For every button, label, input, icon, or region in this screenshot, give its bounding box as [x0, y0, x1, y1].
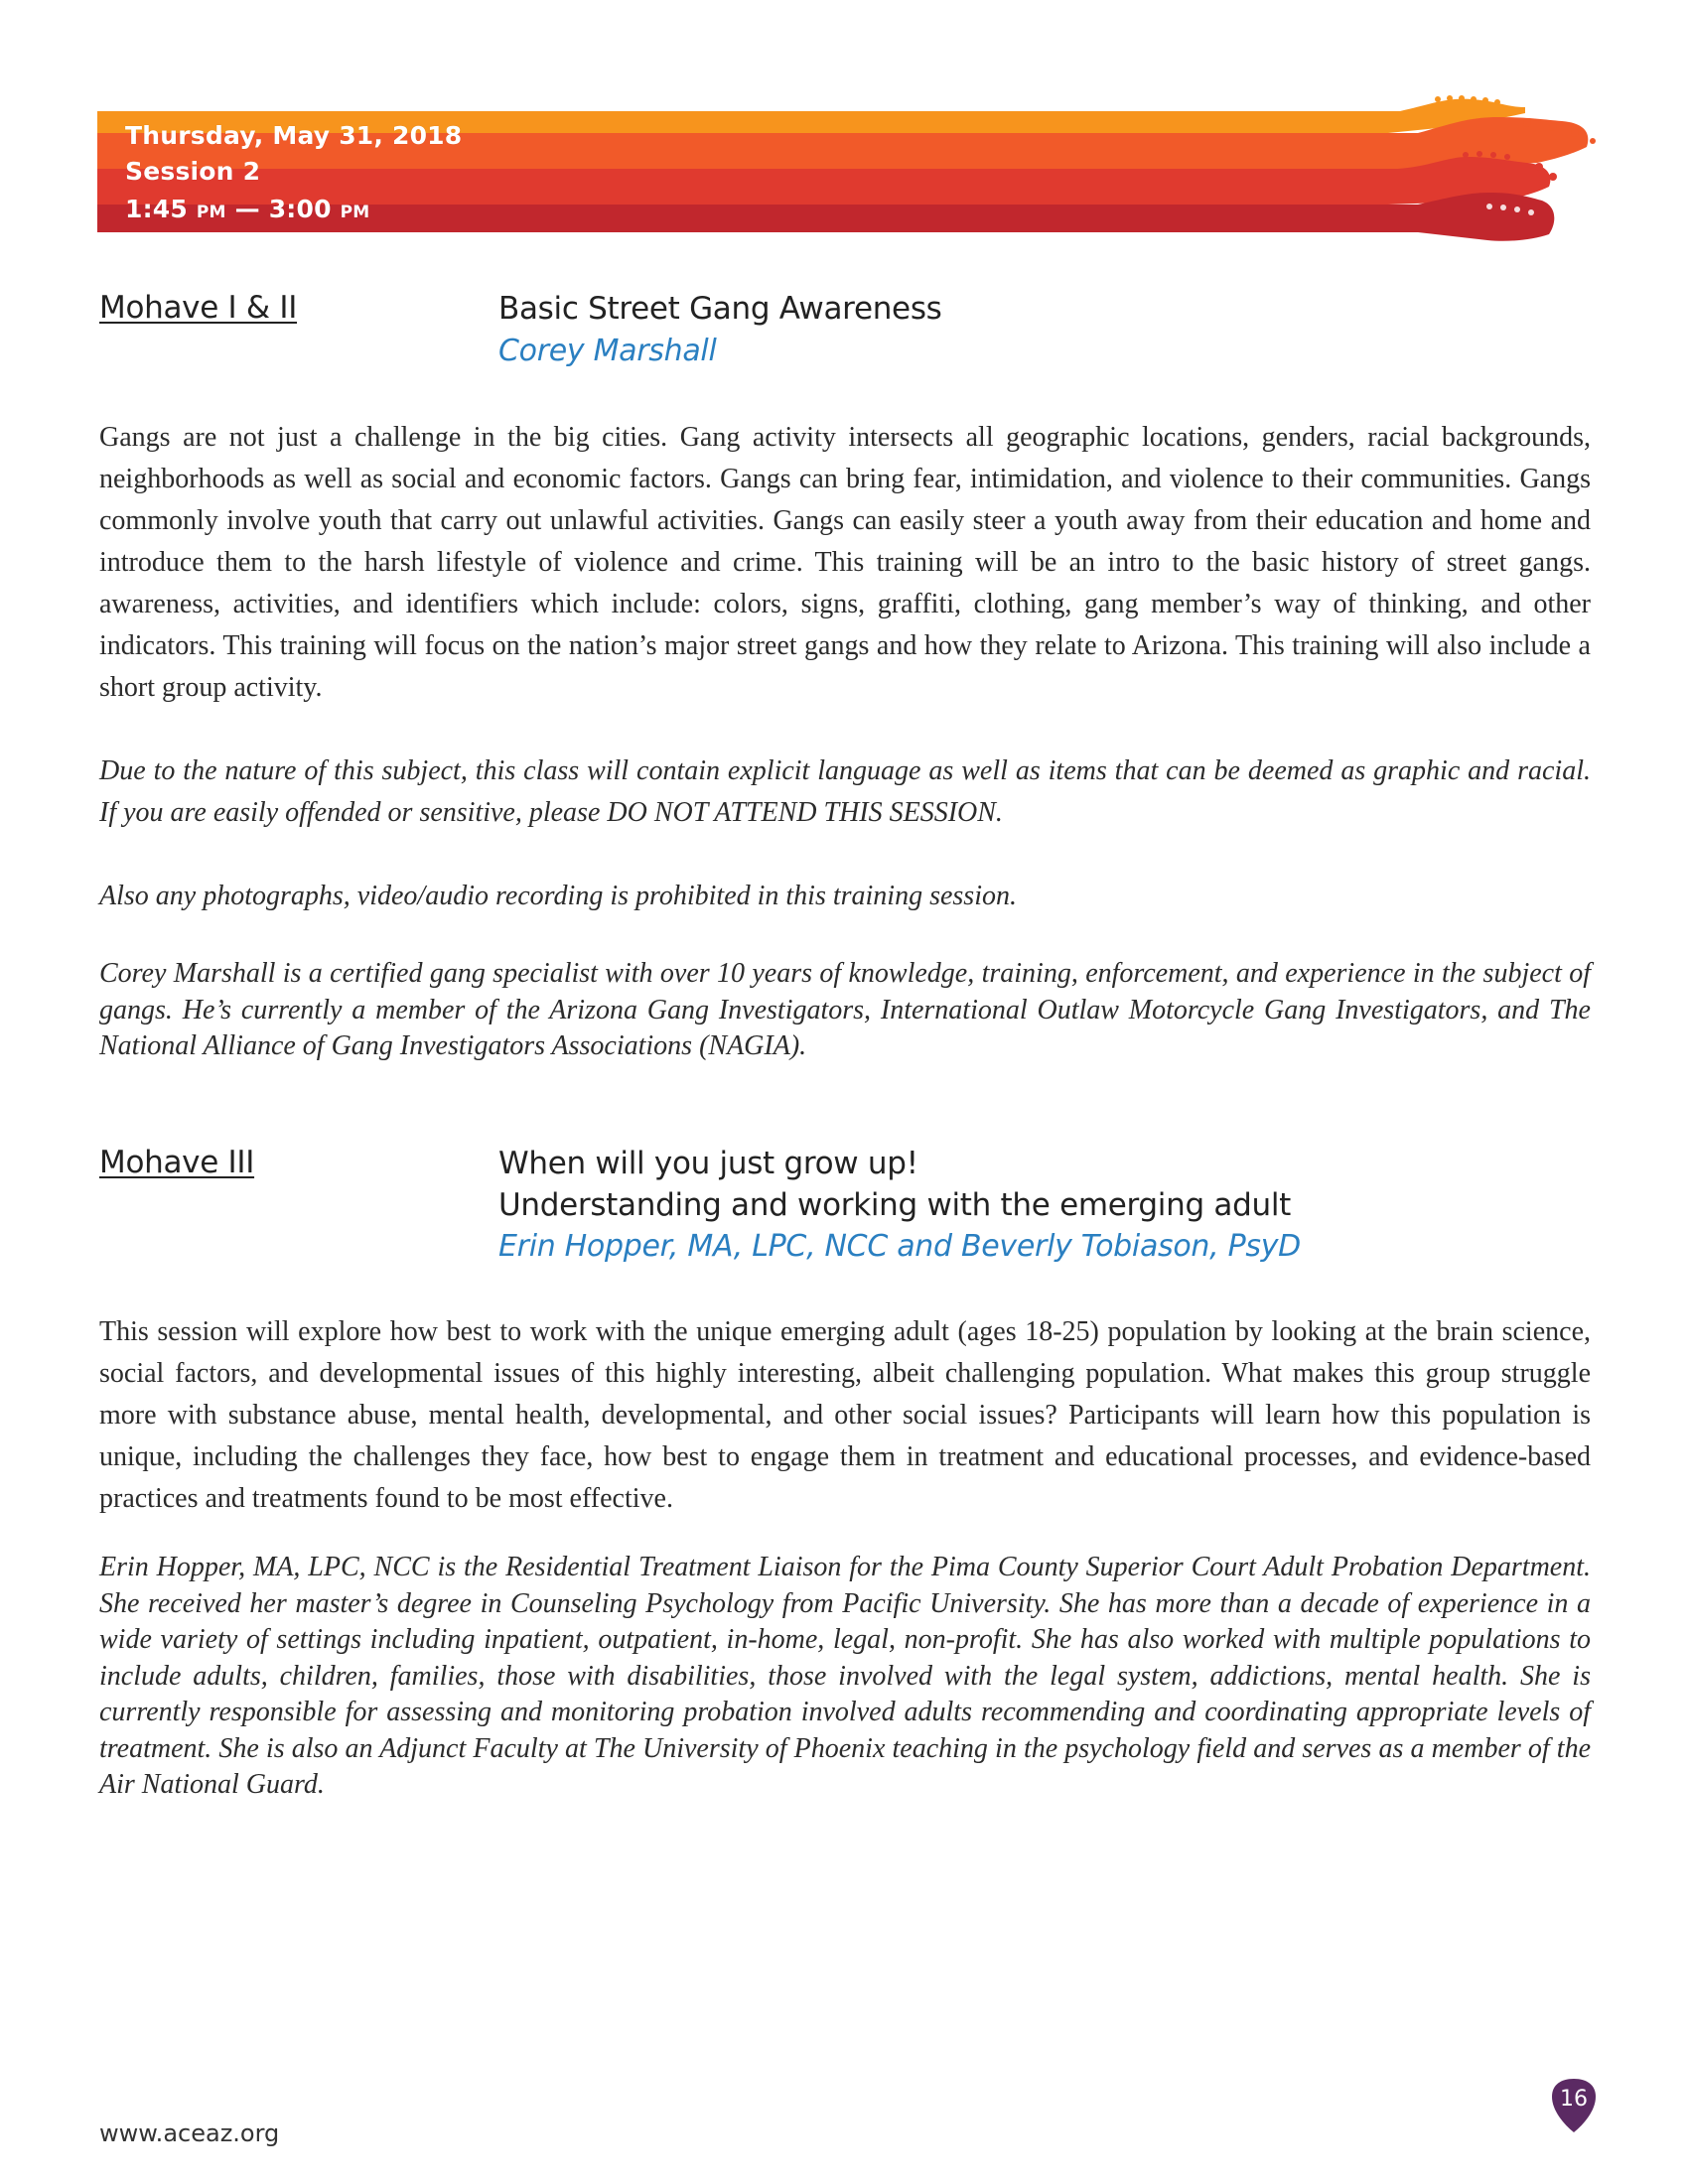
session-room-mohave-1-2: Mohave I & II	[99, 290, 298, 326]
guitar-neck-stripes-graphic	[97, 91, 1597, 254]
time-end: 3:00	[268, 195, 332, 223]
session-date: Thursday, May 31, 2018	[125, 121, 463, 150]
session-title-line-1: When will you just grow up!	[498, 1146, 918, 1181]
presenter-bio: Erin Hopper, MA, LPC, NCC is the Residential Treatment Liaison for the Pima County Superior Court Adult Probation Department. She received her master’s degree in Counseling Psychology from Pacific University. She has more than a decade of experience in a wide variety of settings including inpatient, outpatient, in-home, legal, non-profit. She has also worked with multiple populations to include adults, children, families, those with disabilities, those involved with the legal system, addictions, mental health. She is currently responsible for assessing and monitoring probation involved adults recommending and coordinating appropriate levels of treatment. She is also an Adjunct Faculty at The University of Phoenix teaching in the psychology field and serves as a member of the Air National Guard.	[99, 1552, 1591, 1800]
session-title-line-2: Understanding and working with the emerging adult	[498, 1187, 1291, 1223]
session-number: Session 2	[125, 157, 261, 186]
footer-website-link[interactable]: www.aceaz.org	[99, 2119, 280, 2147]
page-number: 16	[1560, 2087, 1588, 2112]
time-start-period: PM	[196, 203, 226, 222]
session-description: Gangs are not just a challenge in the big cities. Gang activity intersects all geographic locations, genders, racial backgrounds, neighborhoods as well as social and economic factors. Gangs can bring fear, intimidation, and violence to their communities. Gangs commonly involve youth that carry out unlawful activities. Gangs can easily steer a youth away from their education and home and introduce them to the harsh lifestyle of violence and crime. This training will be an intro to the basic history of street gangs. awareness, activities, and identifiers which include: colors, signs, graffiti, clothing, gang member’s way of thinking, and other indicators. This training will focus on the nation’s major street gangs and how they relate to Arizona. This training will also include a short group activity.	[99, 422, 1591, 703]
time-separator: —	[234, 195, 260, 223]
session-header-banner	[97, 91, 1597, 254]
session-description: This session will explore how best to work with the unique emerging adult (ages 18-25) population by looking at the brain science, social factors, and developmental issues of this highly interesting, albeit challenging population. What makes this group struggle more with substance abuse, mental health, developmental, and other social issues? Participants will learn how this population is unique, including the challenges they face, how best to engage them in treatment and educational processes, and evidence-based practices and treatments found to be most effective.	[99, 1316, 1591, 1514]
session-warning: Due to the nature of this subject, this class will contain explicit language as well as items that can be deemed as graphic and racial. If you are easily offended or sensitive, please DO NOT ATTEND THIS SESSION.	[99, 755, 1591, 828]
session-title-gang-awareness: Basic Street Gang Awareness	[498, 291, 942, 327]
presenter-bio: Corey Marshall is a certified gang specialist with over 10 years of knowledge, training, enforcement, and experience in the subject of gangs. He’s currently a member of the Arizona Gang Investigators, International Outlaw Motorcycle Gang Investigators, and The National Alliance of Gang Investigators Associations (NAGIA).	[99, 958, 1591, 1061]
session-presenters: Corey Marshall	[498, 334, 717, 368]
session-time	[125, 195, 369, 223]
session-room-mohave-3: Mohave III	[99, 1145, 255, 1180]
session-recording-notice: Also any photographs, video/audio recording is prohibited in this training session.	[99, 881, 1017, 911]
session-presenters: Erin Hopper, MA, LPC, NCC and Beverly Tobiason, PsyD	[498, 1229, 1301, 1264]
time-start: 1:45	[125, 195, 188, 223]
time-end-period: PM	[340, 203, 370, 222]
